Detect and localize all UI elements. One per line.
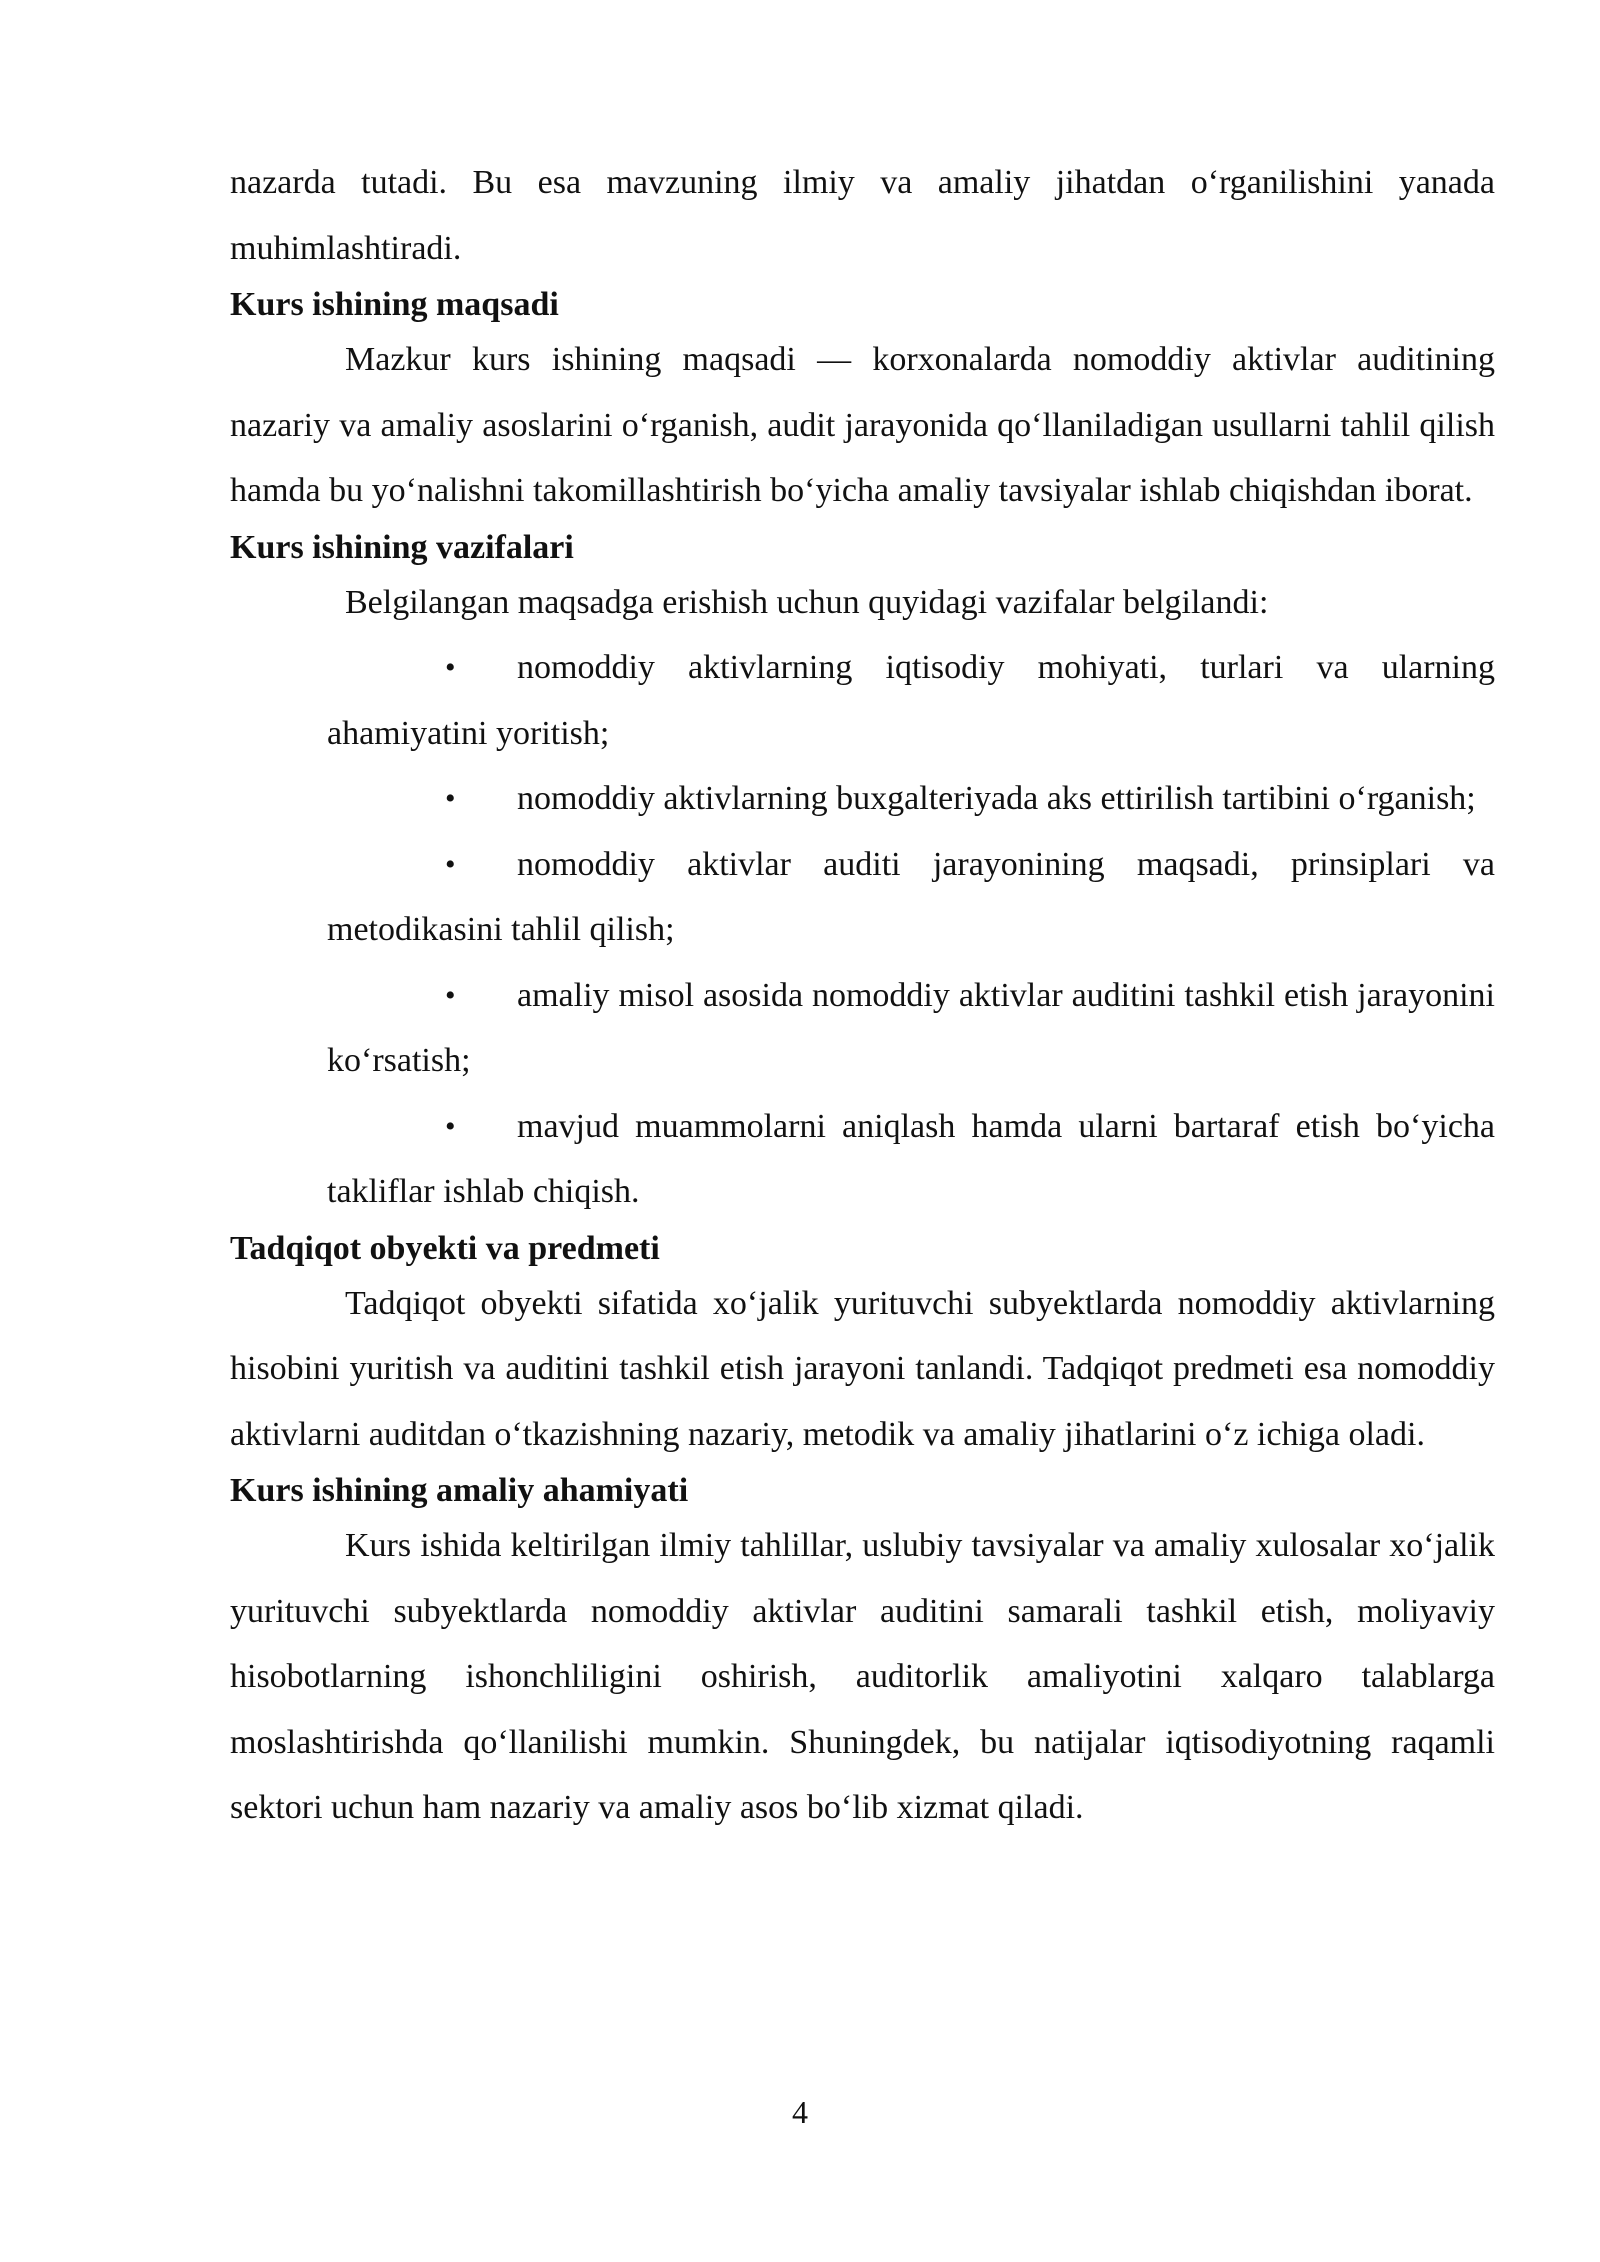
bullet-icon: • (445, 782, 456, 815)
object-heading: Tadqiqot obyekti va predmeti (230, 1229, 660, 1267)
significance-heading: Kurs ishining amaliy ahamiyati (230, 1472, 689, 1509)
task-text: nomoddiy aktivlarning iqtisodiy mohiyati, turlari va ularning ahamiyatini yoritish; (327, 649, 1495, 752)
bullet-icon: • (445, 1109, 456, 1143)
list-item (327, 1094, 1495, 1225)
page-number: 4 (792, 2094, 808, 2130)
list-item (327, 832, 1495, 963)
list-item (327, 635, 1495, 766)
task-text: nomoddiy aktivlar auditi jarayonining maqsadi, prinsiplari va metodikasini tahlil qilish; (327, 845, 1495, 948)
list-item (327, 963, 1495, 1094)
bullet-icon: • (445, 978, 456, 1012)
tasks-intro-paragraph: Belgilangan maqsadga erishish uchun quyidagi vazifalar belgilandi: (345, 583, 1269, 621)
task-text: mavjud muammolarni aniqlash hamda ularni bartaraf etish bo‘yicha takliflar ishlab chiqish. (327, 1107, 1495, 1210)
tasks-heading: Kurs ishining vazifalari (230, 528, 574, 566)
goal-heading: Kurs ishining maqsadi (230, 286, 559, 323)
continuation-paragraph: nazarda tutadi. Bu esa mavzuning ilmiy va amaliy jihatdan o‘rganilishini yanada muhimlashtiradi. (230, 164, 1495, 267)
significance-paragraph: Kurs ishida keltirilgan ilmiy tahlillar, uslubiy tavsiyalar va amaliy xulosalar xo‘jalik yurituvchi subyektlarda nomoddiy aktivlar auditini samarali tashkil etish, moliyaviy hisobotlarning ishonchliligini oshirish, auditorlik amaliyotini xalqaro talablarga moslashtirishda qo‘llanilishi mumkin. Shuningdek, bu natijalar iqtisodiyotning raqamli sektori uchun ham nazariy va amaliy asos bo‘lib xizmat qiladi. (230, 1527, 1495, 1826)
list-item (327, 766, 1495, 832)
object-paragraph: Tadqiqot obyekti sifatida xo‘jalik yurituvchi subyektlarda nomoddiy aktivlarning hisobini yuritish va auditini tashkil etish jarayoni tanlandi. Tadqiqot predmeti esa nomoddiy aktivlarni auditdan o‘tkazishning nazariy, metodik va amaliy jihatlarini o‘z ichiga oladi. (230, 1284, 1495, 1453)
bullet-icon: • (445, 651, 456, 684)
task-text: amaliy misol asosida nomoddiy aktivlar auditini tashkil etish jarayonini ko‘rsatish; (327, 976, 1495, 1079)
goal-paragraph: Mazkur kurs ishining maqsadi — korxonalarda nomoddiy aktivlar auditining nazariy va amaliy asoslarini o‘rganish, audit jarayonida qo‘llaniladigan usullarni tahlil qilish hamda bu yo‘nalishni takomillashtirish bo‘yicha amaliy tavsiyalar ishlab chiqishdan iborat. (230, 341, 1495, 509)
tasks-list (230, 635, 1495, 1225)
bullet-icon: • (445, 847, 456, 881)
document-page (230, 150, 1495, 1841)
task-text: nomoddiy aktivlarning buxgalteriyada aks ettirilish tartibini o‘rganish; (517, 780, 1476, 817)
